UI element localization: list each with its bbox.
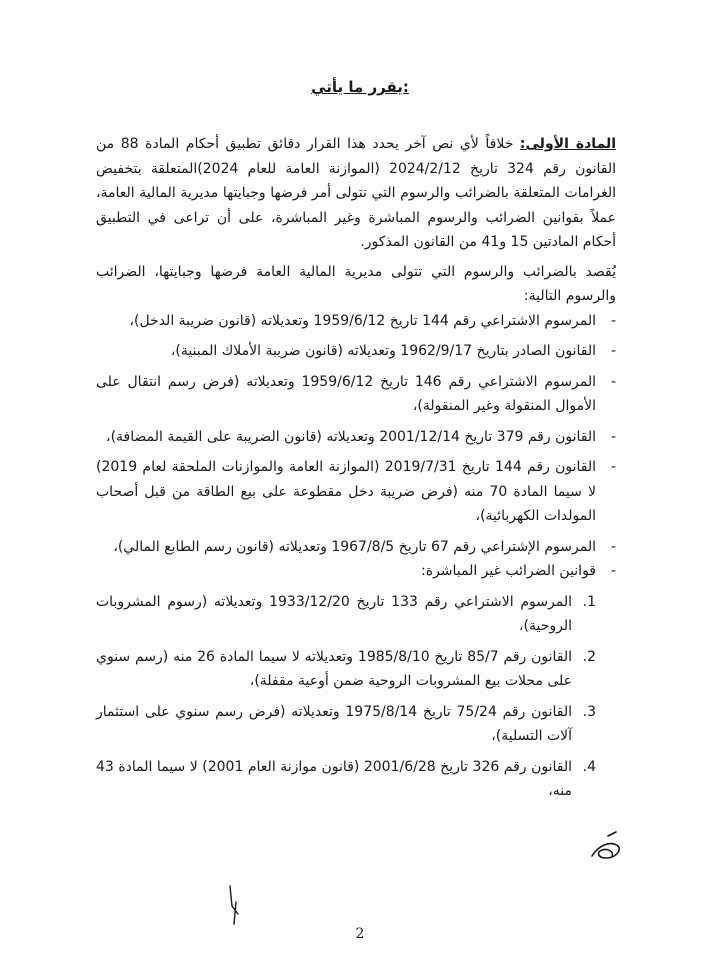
page-number: 2 xyxy=(355,926,365,942)
list-item-text: المرسوم الاشتراعي رقم 146 تاريخ 1959/6/12 وتعديلاته (فرض رسم انتقال على الأموال المنقولة وغير المنقولة)، xyxy=(96,373,596,414)
list-item xyxy=(96,535,616,560)
article-one-paragraph xyxy=(96,132,616,255)
numbered-item-text: القانون رقم 85/7 تاريخ 1985/8/10 وتعديلاته لا سيما المادة 26 منه (رسم سنوي على محلات بيع المشروبات الروحية ضمن أوعية مقفلة)، xyxy=(96,648,573,689)
document-body xyxy=(96,132,616,804)
numbered-item xyxy=(96,590,600,639)
list-item-text: المرسوم الاشتراعي رقم 144 تاريخ 1959/6/12 وتعديلاته (قانون ضريبة الدخل)، xyxy=(129,312,596,329)
numbered-item-text: المرسوم الاشتراعي رقم 133 تاريخ 1933/12/20 وتعديلاته (رسوم المشروبات الروحية)، xyxy=(96,593,572,634)
pen-mark xyxy=(226,884,244,926)
list-item-text: القانون الصادر بتاريخ 1962/9/17 وتعديلاته (قانون ضريبة الأملاك المبنية)، xyxy=(170,343,596,359)
indirect-taxes-sublist xyxy=(96,590,600,804)
decision-heading: يقرر ما يأتي: xyxy=(311,78,409,96)
item-number: 1. xyxy=(582,593,596,610)
initials-signature xyxy=(588,826,624,866)
list-item-text: القانون رقم 379 تاريخ 2001/12/14 وتعديلاته (قانون الضريبة على القيمة المضافة)، xyxy=(106,428,596,445)
item-number: 3. xyxy=(582,703,596,720)
list-item-text: قوانين الضرائب غير المباشرة: xyxy=(420,563,596,579)
bullet-dash: - xyxy=(610,373,616,390)
bullet-dash: - xyxy=(610,312,616,329)
bullet-dash: - xyxy=(610,538,616,555)
taxes-list xyxy=(96,309,616,584)
numbered-item xyxy=(96,755,600,804)
taxes-intro: يُقصد بالضرائب والرسوم التي تتولى مديرية المالية العامة فرضها وجبايتها، الضرائب والرسوم التالية: xyxy=(96,263,616,304)
bullet-dash: - xyxy=(610,343,616,359)
article-one-text: خلافاً لأي نص آخر يحدد هذا القرار دقائق تطبيق أحكام المادة 88 من القانون رقم 324 تاريخ 2024/2/12 (الموازنة العامة للعام 2024)المتعلقة بتخفيض الغرامات المتعلقة بالضرائب والرسوم التي تتولى أمر فرضها وجبايتها مديرية المالية العامة، عملاً بقوانين الضرائب والرسوم المباشرة وغير المباشرة، على أن تراعى في التطبيق أحكام المادتين 15 و41 من القانون المذكور. xyxy=(96,136,616,250)
article-one-label: المادة الأولى: xyxy=(519,136,617,152)
bullet-dash: - xyxy=(610,428,616,445)
list-item-text: القانون رقم 144 تاريخ 2019/7/31 (الموازنة العامة والموازنات الملحقة لعام 2019) لا سيما المادة 70 منه (فرض ضريبة دخل مقطوعة على بيع الطاقة من قبل أصحاب المولدات الكهربائية)، xyxy=(96,459,597,524)
list-item xyxy=(96,309,616,334)
list-item xyxy=(96,455,616,529)
item-number: 4. xyxy=(582,758,596,775)
bullet-dash: - xyxy=(610,563,616,579)
numbered-item-text: القانون رقم 326 تاريخ 2001/6/28 (قانون موازنة العام 2001) لا سيما المادة 43 منه، xyxy=(96,758,572,799)
list-item xyxy=(96,339,616,364)
bullet-dash: - xyxy=(610,459,616,475)
list-item xyxy=(96,425,616,450)
list-item-text: المرسوم الإشتراعي رقم 67 تاريخ 1967/8/5 وتعديلاته (قانون رسم الطابع المالي)، xyxy=(113,538,596,555)
numbered-item xyxy=(96,700,600,749)
numbered-item xyxy=(96,645,600,694)
numbered-item-text: القانون رقم 75/24 تاريخ 1975/8/14 وتعديلاته (فرض رسم سنوي على استثمار آلات التسلية)، xyxy=(96,703,572,744)
list-item xyxy=(96,559,616,584)
list-item xyxy=(96,370,616,419)
item-number: 2. xyxy=(582,648,596,665)
